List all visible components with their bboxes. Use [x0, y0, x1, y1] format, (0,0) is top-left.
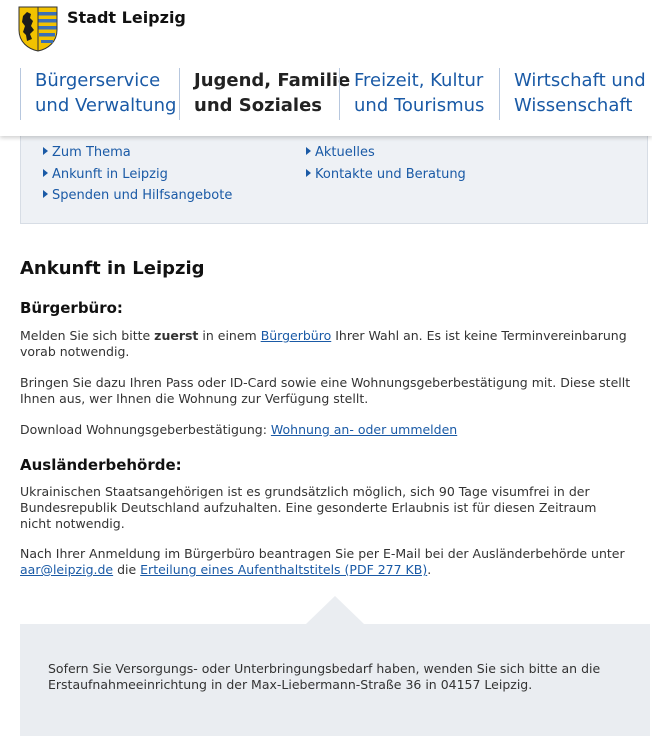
subnav-link-ankunft[interactable]: [43, 164, 232, 186]
main-navigation: [0, 68, 652, 124]
subnav-link-label: Spenden und Hilfsangebote: [52, 188, 233, 203]
nav-item-label-line2: Wissenschaft: [514, 95, 633, 116]
nav-item-label-line1: Jugend, Familie: [194, 70, 351, 91]
site-logo[interactable]: [18, 6, 186, 52]
paragraph-dokumente: Bringen Sie dazu Ihren Pass oder ID-Card sowie eine Wohnungsgeberbestätigung mit. Diese stellt Ihnen aus, wer Ihnen die Wohnung zur Verfügung stellt.: [20, 375, 631, 406]
info-box: [20, 624, 650, 736]
nav-item-label-line2: und Tourismus: [354, 95, 485, 116]
buergerbuero-link[interactable]: Bürgerbüro: [260, 328, 332, 343]
subnav-link-label: Aktuelles: [315, 145, 375, 160]
triangle-right-icon: [43, 190, 48, 198]
nav-item-buergerservice[interactable]: [20, 68, 176, 120]
wohnung-anmelden-link[interactable]: Wohnung an- oder ummelden: [270, 422, 458, 437]
text: die: [113, 562, 141, 577]
text: .: [427, 562, 432, 577]
site-header: [0, 0, 652, 136]
text: Nach Ihrer Anmeldung im Bürgerbüro beantragen Sie per E-Mail bei der Ausländerbehörde unter: [20, 546, 625, 561]
site-name: Stadt Leipzig: [67, 8, 186, 27]
text: in einem: [198, 328, 261, 343]
nav-item-label-line1: Freizeit, Kultur: [354, 70, 484, 91]
paragraph-visumfrei: Ukrainischen Staatsangehörigen ist es grundsätzlich möglich, sich 90 Tage visumfrei in der Bundesrepublik Deutschland aufzuhalten. Eine gesonderte Erlaubnis ist für diesen Zeitraum nicht notwendig.: [20, 484, 597, 531]
text: Download Wohnungsgeberbestätigung:: [20, 422, 271, 437]
infobox-notch: [306, 596, 364, 624]
subnav-link-label: Ankunft in Leipzig: [52, 166, 168, 182]
section-heading-auslaenderbehoerde: Ausländerbehörde:: [20, 456, 182, 474]
text: Melden Sie sich bitte: [20, 328, 155, 343]
subnav-column-right: [306, 142, 466, 185]
infobox-text: Sofern Sie Versorgungs- oder Unterbringungsbedarf haben, wenden Sie sich bitte an die Erstaufnahmeeinrichtung in der Max-Liebermann-Straße 36 in 04157 Leipzig.: [48, 661, 601, 692]
subnav-link-label: Kontakte und Beratung: [315, 166, 466, 182]
subnav-link-label: Zum Thema: [52, 145, 131, 160]
nav-item-label-line2: und Soziales: [194, 95, 322, 116]
nav-item-label-line2: und Verwaltung: [35, 95, 177, 116]
text-emphasis: zuerst: [154, 328, 199, 343]
subnav-link-zum-thema[interactable]: [43, 142, 232, 164]
leipzig-coat-of-arms-icon: [18, 6, 58, 52]
triangle-right-icon: [43, 147, 48, 155]
nav-item-label-line1: Wirtschaft und: [514, 70, 646, 91]
aufenthaltstitel-pdf-link[interactable]: Erteilung eines Aufenthaltstitels (PDF 277 KB): [140, 562, 428, 577]
text: Ihrer Wahl an. Es ist keine Terminvereinbarung vorab notwendig.: [20, 328, 627, 359]
email-link[interactable]: aar@leipzig.de: [20, 562, 114, 577]
nav-item-wirtschaft[interactable]: [499, 68, 646, 120]
sub-navigation: [20, 136, 648, 224]
subnav-link-kontakte[interactable]: [306, 164, 466, 186]
nav-item-freizeit-kultur[interactable]: [339, 68, 484, 120]
section-heading-buergerbuero: Bürgerbüro:: [20, 299, 123, 317]
paragraph-aufenthaltstitel: [20, 546, 630, 578]
nav-item-jugend-familie[interactable]: [179, 68, 350, 120]
triangle-right-icon: [306, 147, 311, 155]
triangle-right-icon: [306, 169, 311, 177]
paragraph-anmeldung: [20, 328, 640, 360]
subnav-link-aktuelles[interactable]: [306, 142, 466, 164]
nav-item-label-line1: Bürgerservice: [35, 70, 161, 91]
paragraph-download: [20, 422, 640, 438]
subnav-column-left: [43, 142, 232, 207]
triangle-right-icon: [43, 169, 48, 177]
page-title: Ankunft in Leipzig: [20, 258, 205, 279]
subnav-link-spenden[interactable]: [43, 185, 232, 207]
